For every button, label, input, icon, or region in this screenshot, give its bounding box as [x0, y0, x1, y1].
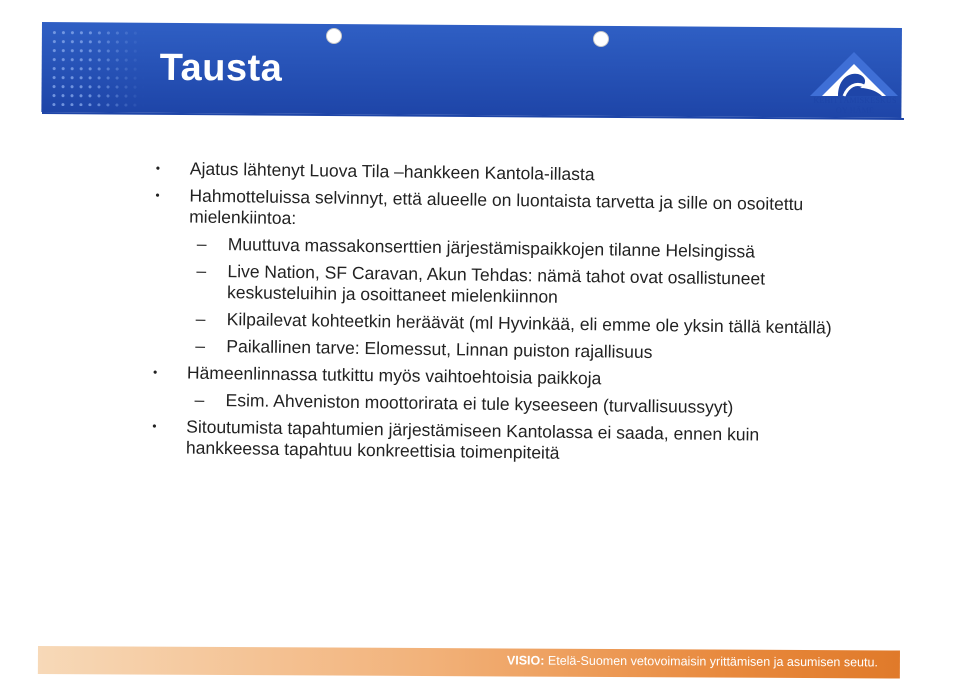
bullet-marker: •: [152, 365, 158, 380]
sub-bullet-text: Muuttuva massakonserttien järjestämispaikkojen tilanne Helsingissä: [227, 234, 756, 262]
sub-bullet-text: Live Nation, SF Caravan, Akun Tehdas: nämä tahot ovat osallistuneet keskusteluihin ja osoittaneet mielenkiinnon: [226, 261, 766, 307]
sub-bullet-marker: –: [194, 389, 205, 410]
logo-line-2: OY HÄME: [835, 106, 875, 115]
footer-vision-text: [507, 653, 878, 669]
binder-hole-right: [593, 31, 609, 47]
bullet-text: Hahmotteluissa selvinnyt, että alueelle on luontaista tarvetta ja sille on osoitettu mielenkiintoa:: [189, 185, 804, 229]
bullet-text: Sitoutumista tapahtumien järjestämiseen Kantolassa ei saada, ennen kuin hankkeessa tapahtuu konkreettisia toimenpiteitä: [185, 416, 760, 463]
sub-bullet-item: [146, 389, 836, 420]
header-band: [41, 22, 902, 118]
logo-line-1: KEHITTÄMISKESKUS: [813, 96, 897, 105]
sub-bullet-item: [147, 335, 837, 366]
bullet-list: [146, 158, 840, 474]
footer-band: [38, 646, 900, 679]
logo-text: [802, 96, 908, 116]
bullet-item: [149, 185, 840, 237]
sub-bullet-item: [148, 308, 838, 339]
bullet-marker: •: [155, 188, 160, 203]
bullet-marker: •: [155, 161, 161, 176]
bullet-item: [150, 158, 840, 189]
dot-grid-decoration: [49, 28, 145, 107]
sub-bullet-marker: –: [195, 308, 206, 329]
sub-bullet-item: [148, 260, 839, 312]
bullet-marker: •: [152, 419, 157, 434]
sub-bullet-marker: –: [196, 260, 207, 281]
sub-bullet-text: Esim. Ahveniston moottorirata ei tule kyseeseen (turvallisuussyyt): [225, 390, 734, 418]
binder-hole-left: [326, 28, 342, 44]
footer-label: VISIO:: [506, 653, 545, 668]
bullet-item: [147, 362, 837, 393]
bullet-text: Ajatus lähtenyt Luova Tila –hankkeen Kantola-illasta: [189, 158, 595, 185]
sub-bullet-marker: –: [196, 233, 207, 254]
footer-statement: Etelä-Suomen vetovoimaisin yrittämisen ja asumisen seutu.: [544, 653, 878, 670]
bullet-item: [146, 416, 837, 468]
sub-bullet-marker: –: [195, 335, 206, 356]
sub-bullet-text: Kilpailevat kohteetkin heräävät (ml Hyvinkää, eli emme ole yksin tällä kentällä): [226, 309, 832, 338]
sub-bullet-item: [149, 233, 839, 264]
sub-bullet-text: Paikallinen tarve: Elomessut, Linnan puiston rajallisuus: [226, 336, 653, 363]
slide-title: Tausta: [159, 46, 283, 90]
bullet-text: Hämeenlinnassa tutkittu myös vaihtoehtoisia paikkoja: [186, 362, 602, 389]
